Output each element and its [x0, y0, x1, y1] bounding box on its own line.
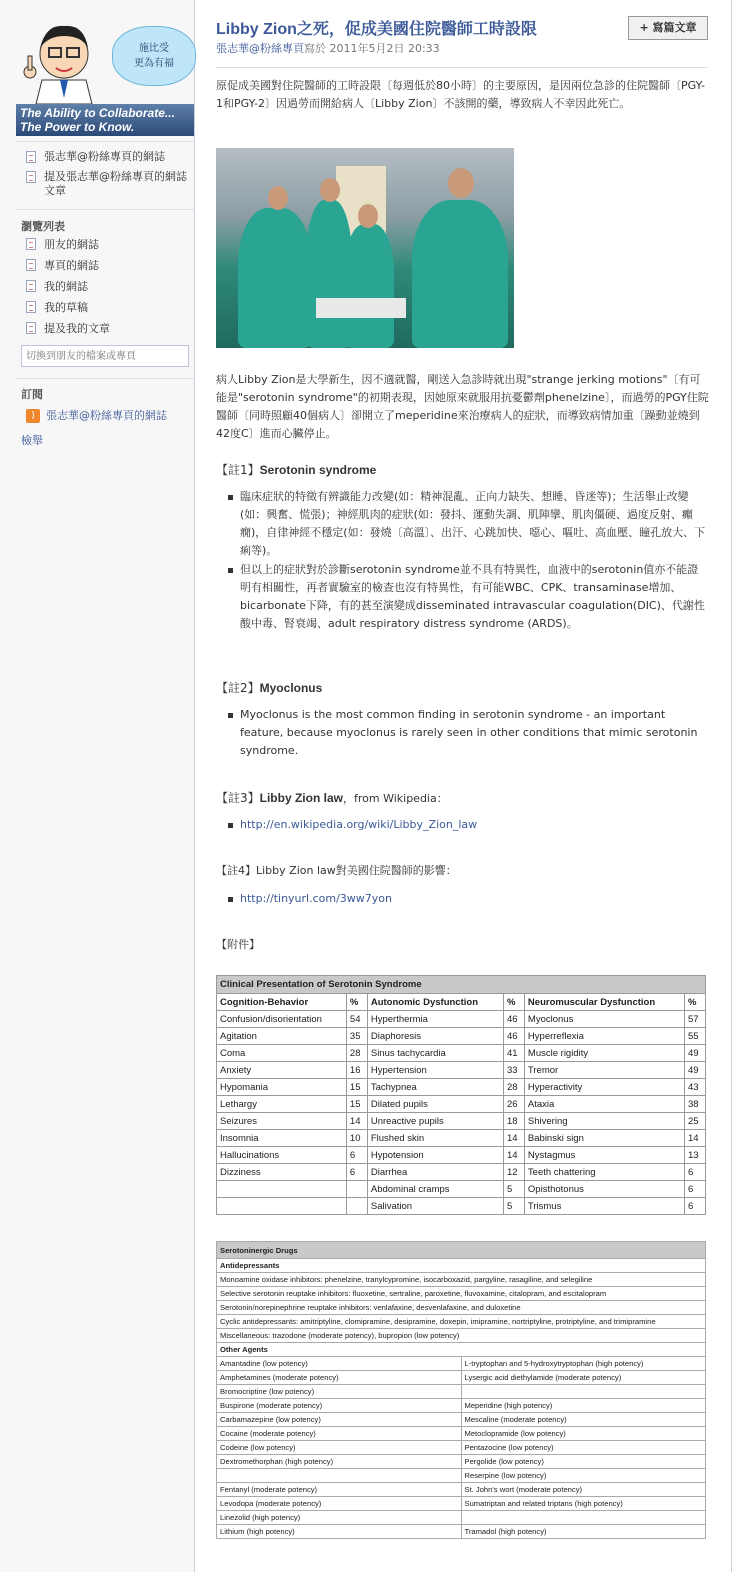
table-body: [217, 1011, 706, 1215]
table-cell: 15: [346, 1096, 367, 1113]
table-cell: Tramadol (high potency): [461, 1525, 706, 1539]
table-cell: Serotonin/norepinephrine reuptake inhibitors: venlafaxine, desvenlafaxine, and duloxetine: [217, 1301, 706, 1315]
table-cell: [217, 1469, 462, 1483]
table-row: [217, 1357, 706, 1371]
list-item: [228, 890, 708, 908]
photo-figure: [448, 168, 474, 198]
divider: [16, 141, 195, 142]
intro-paragraph: 原促成美國對住院醫師的工時設限〔每週低於80小時〕的主要原因，是因兩位急診的住院醫師〔PGY-1和PGY-2〕因過勞而開給病人〔Libby Zion〕不該開的藥，導致病人不幸因此死亡。: [216, 79, 705, 110]
table-cell: Bromocriptine (low potency): [217, 1385, 462, 1399]
table-caption: Clinical Presentation of Serotonin Syndrome: [217, 976, 706, 994]
table-row: [217, 1301, 706, 1315]
table-cell: Insomnia: [217, 1130, 347, 1147]
table-cell: Cyclic antidepressants: amitriptyline, clomipramine, desipramine, doxepin, imipramine, nortriptyline, protriptyline, and trimipramine: [217, 1315, 706, 1329]
browse-my-drafts[interactable]: 我的草稿: [26, 301, 88, 315]
note2-list: [228, 706, 708, 761]
table-cell: 41: [503, 1045, 524, 1062]
table-cell: L-tryptophan and 5-hydroxytryptophan (high potency): [461, 1357, 706, 1371]
attachment-heading: 【附件】: [216, 938, 260, 951]
table-cell: 14: [503, 1147, 524, 1164]
serotoninergic-drugs-table: [216, 1241, 706, 1539]
table-cell: Flushed skin: [367, 1130, 503, 1147]
table-cell: 49: [684, 1045, 705, 1062]
table-header: Cognition-Behavior: [217, 994, 347, 1011]
table-row: [217, 1427, 706, 1441]
author-link[interactable]: 張志華@粉絲專頁: [216, 42, 304, 55]
table-row: [217, 1525, 706, 1539]
table-cell: Dizziness: [217, 1164, 347, 1181]
table-cell: Levodopa (moderate potency): [217, 1497, 462, 1511]
table-cell: 6: [346, 1164, 367, 1181]
antidepressants-label: Antidepressants: [217, 1259, 706, 1273]
other-agents-label: Other Agents: [217, 1343, 706, 1357]
table-row: [217, 1385, 706, 1399]
photo-figure: [268, 186, 288, 210]
table-cell: Reserpine (low potency): [461, 1469, 706, 1483]
note3-heading: 【註3】Libby Zion law，from Wikipedia：: [216, 791, 448, 805]
table-cell: Muscle rigidity: [524, 1045, 684, 1062]
table-cell: Unreactive pupils: [367, 1113, 503, 1130]
other-agents-rows: [217, 1357, 706, 1539]
doctors-photo[interactable]: [216, 148, 514, 348]
table-row: [217, 1011, 706, 1028]
table-cell: Tremor: [524, 1062, 684, 1079]
table-cell: 49: [684, 1062, 705, 1079]
mentions-link[interactable]: 提及張志華@粉絲專頁的網誌文章: [26, 170, 194, 198]
table-cell: 10: [346, 1130, 367, 1147]
table-cell: Teeth chattering: [524, 1164, 684, 1181]
table-cell: Hallucinations: [217, 1147, 347, 1164]
table-cell: Babinski sign: [524, 1130, 684, 1147]
profile-picture[interactable]: [16, 18, 194, 136]
table-header: Autonomic Dysfunction: [367, 994, 503, 1011]
table-cell: Pentazocine (low potency): [461, 1441, 706, 1455]
browse-friends-notes[interactable]: 朋友的網誌: [26, 238, 99, 252]
table-cell: Seizures: [217, 1113, 347, 1130]
table-cell: Lysergic acid diethylamide (moderate potency): [461, 1371, 706, 1385]
table-cell: 6: [684, 1181, 705, 1198]
table-cell: Hypotension: [367, 1147, 503, 1164]
post-date: 寫於 2011年5月2日 20:33: [304, 42, 440, 55]
table-row: [217, 1399, 706, 1413]
table-cell: 46: [503, 1028, 524, 1045]
table-cell: Shivering: [524, 1113, 684, 1130]
doctor-cartoon-icon: [16, 18, 106, 104]
table-cell: 26: [503, 1096, 524, 1113]
table-cell: Diarrhea: [367, 1164, 503, 1181]
table-cell: Pergolide (low potency): [461, 1455, 706, 1469]
table-cell: Fentanyl (moderate potency): [217, 1483, 462, 1497]
divider: [16, 378, 195, 379]
table-cell: Meperidine (high potency): [461, 1399, 706, 1413]
table-cell: Linezolid (high potency): [217, 1511, 462, 1525]
table-cell: Amphetamines (moderate potency): [217, 1371, 462, 1385]
table-cell: 25: [684, 1113, 705, 1130]
photo-figure: [412, 200, 508, 348]
table-cell: [217, 1181, 347, 1198]
table-cell: Dilated pupils: [367, 1096, 503, 1113]
table-row: [217, 1062, 706, 1079]
table-row: [217, 1079, 706, 1096]
table-cell: [346, 1181, 367, 1198]
table-cell: [461, 1511, 706, 1525]
table-cell: Hypertension: [367, 1062, 503, 1079]
table-header: %: [503, 994, 524, 1011]
note1-heading: 【註1】Serotonin syndrome: [216, 463, 377, 477]
table-row: [217, 1045, 706, 1062]
list-item: 但以上的症狀對於診斷serotonin syndrome並不具有特異性，血液中的serotonin值亦不能證明有相關性，再者實驗室的檢查也沒有特異性，有可能WBC、CPK、transaminase增加、bicarbonate下降，有的甚至演變成disseminated intravascular coagulation(DIC)、代謝性酸中毒、腎衰竭、adult respiratory distress syndrome (ARDS)。: [228, 561, 708, 633]
wikipedia-link[interactable]: http://en.wikipedia.org/wiki/Libby_Zion_law: [240, 818, 478, 831]
note2-heading: 【註2】Myoclonus: [216, 681, 323, 695]
table-cell: Buspirone (moderate potency): [217, 1399, 462, 1413]
note4-list: [228, 890, 708, 909]
table-cell: 38: [684, 1096, 705, 1113]
table-row: [217, 1455, 706, 1469]
table-row: [217, 1483, 706, 1497]
note4-heading: 【註4】Libby Zion law對美國住院醫師的影響：: [216, 864, 457, 877]
browse-my-notes[interactable]: 我的網誌: [26, 280, 88, 294]
antidepressants-rows: [217, 1273, 706, 1343]
table-cell: [217, 1198, 347, 1215]
report-link[interactable]: 檢舉: [21, 434, 43, 447]
table-cell: Lethargy: [217, 1096, 347, 1113]
table-cell: Agitation: [217, 1028, 347, 1045]
table-cell: 15: [346, 1079, 367, 1096]
table-cell: 28: [346, 1045, 367, 1062]
table-row: [217, 1371, 706, 1385]
table-row: [217, 1441, 706, 1455]
note1-list: [228, 488, 708, 634]
subscribe-heading: 訂閱: [21, 388, 43, 401]
right-border: [731, 0, 732, 1572]
table-row: [217, 1113, 706, 1130]
browse-heading: 瀏覽列表: [21, 220, 65, 233]
table-cell: Ataxia: [524, 1096, 684, 1113]
table-cell: 13: [684, 1147, 705, 1164]
table-cell: Myoclonus: [524, 1011, 684, 1028]
page-title: Libby Zion之死，促成美國住院醫師工時設限: [216, 21, 537, 38]
list-item: [228, 816, 708, 834]
table-cell: Hyperreflexia: [524, 1028, 684, 1045]
table-cell: Hyperactivity: [524, 1079, 684, 1096]
photo-figure: [238, 208, 312, 348]
table-cell: Miscellaneous: trazodone (moderate potency), bupropion (low potency): [217, 1329, 706, 1343]
table-caption: Serotoninergic Drugs: [217, 1242, 706, 1259]
table-cell: St. John's wort (moderate potency): [461, 1483, 706, 1497]
table-row: [217, 1315, 706, 1329]
note-icon: [26, 238, 36, 250]
table-cell: 14: [503, 1130, 524, 1147]
subscribe-rss-link[interactable]: ) 張志華@粉絲專頁的網誌: [26, 409, 167, 423]
divider: [16, 209, 195, 210]
note-icon: [26, 280, 36, 292]
table-cell: Cocaine (moderate potency): [217, 1427, 462, 1441]
divider: [216, 67, 708, 68]
table-cell: Mescaline (moderate potency): [461, 1413, 706, 1427]
table-cell: 35: [346, 1028, 367, 1045]
list-item: Myoclonus is the most common finding in serotonin syndrome - an important feature, because myoclonus is rarely seen in other conditions that mimic serotonin syndrome.: [228, 706, 708, 760]
browse-mentions[interactable]: 提及我的文章: [26, 322, 110, 336]
table-cell: Tachypnea: [367, 1079, 503, 1096]
table-cell: Monoamine oxidase inhibitors: phenelzine, tranylcypromine, isocarboxazid, pargyline, rasagiline, and selegiline: [217, 1273, 706, 1287]
photo-figure: [344, 224, 394, 348]
left-sidebar: [0, 0, 195, 1572]
table-cell: [461, 1385, 706, 1399]
note-icon: [26, 171, 36, 183]
table-row: [217, 1497, 706, 1511]
table-cell: Coma: [217, 1045, 347, 1062]
table-cell: 28: [503, 1079, 524, 1096]
table-cell: Dextromethorphan (high potency): [217, 1455, 462, 1469]
table-cell: 14: [684, 1130, 705, 1147]
table-cell: Sumatriptan and related triptans (high potency): [461, 1497, 706, 1511]
table-cell: Amantadine (low potency): [217, 1357, 462, 1371]
table-row: [217, 1413, 706, 1427]
table-cell: [346, 1198, 367, 1215]
table-row: [217, 1147, 706, 1164]
table-row: [217, 1198, 706, 1215]
table-cell: 46: [503, 1011, 524, 1028]
table-cell: 54: [346, 1011, 367, 1028]
table-cell: Confusion/disorientation: [217, 1011, 347, 1028]
table-row: [217, 1181, 706, 1198]
serotonin-presentation-table: [216, 975, 706, 1215]
table-cell: Sinus tachycardia: [367, 1045, 503, 1062]
note-icon: [26, 301, 36, 313]
table-cell: 57: [684, 1011, 705, 1028]
table-cell: Opisthotonus: [524, 1181, 684, 1198]
browse-page-notes[interactable]: 專頁的網誌: [26, 259, 99, 273]
table-cell: Anxiety: [217, 1062, 347, 1079]
table-cell: 16: [346, 1062, 367, 1079]
table-cell: Lithium (high potency): [217, 1525, 462, 1539]
table-cell: 12: [503, 1164, 524, 1181]
table-cell: Codeine (low potency): [217, 1441, 462, 1455]
table-cell: 18: [503, 1113, 524, 1130]
table-cell: 6: [684, 1198, 705, 1215]
table-cell: Metoclopramide (low potency): [461, 1427, 706, 1441]
table-row: [217, 1130, 706, 1147]
table-cell: 14: [346, 1113, 367, 1130]
note3-list: [228, 816, 708, 835]
slogan-banner: The Ability to Collaborate... The Power to Know.: [16, 104, 194, 136]
table-header: %: [684, 994, 705, 1011]
rss-icon: ): [26, 409, 40, 423]
post-meta: [216, 40, 440, 56]
note-icon: [26, 259, 36, 271]
tinyurl-link[interactable]: http://tinyurl.com/3ww7yon: [240, 892, 392, 905]
photo-figure: [320, 178, 340, 202]
table-cell: Salivation: [367, 1198, 503, 1215]
table-row: [217, 1329, 706, 1343]
table-cell: 6: [346, 1147, 367, 1164]
table-row: [217, 1164, 706, 1181]
page-notes-link[interactable]: 張志華@粉絲專頁的網誌: [26, 150, 194, 164]
table-cell: 5: [503, 1198, 524, 1215]
table-header: Neuromuscular Dysfunction: [524, 994, 684, 1011]
table-cell: 6: [684, 1164, 705, 1181]
table-cell: 5: [503, 1181, 524, 1198]
table-cell: Hyperthermia: [367, 1011, 503, 1028]
photo-cart: [316, 298, 406, 318]
table-cell: Diaphoresis: [367, 1028, 503, 1045]
table-header: %: [346, 994, 367, 1011]
list-item: 臨床症狀的特徵有辨識能力改變(如：精神混亂、正向力缺失、想睡、昏迷等)；生活舉止改變(如：興奮、慌張)；神經肌肉的症狀(如：發抖、運動失調、肌陣攣、肌肉僵硬、過度反射、癲癇)，自律神經不穩定(如：發燒〔高溫〕、出汗、心跳加快、噁心、嘔吐、高血壓、瞳孔放大、下痢等)。: [228, 488, 708, 560]
table-row: [217, 1096, 706, 1113]
write-note-button[interactable]: + 寫篇文章: [628, 16, 708, 40]
table-cell: 43: [684, 1079, 705, 1096]
table-header-row: [217, 994, 706, 1011]
table-row: [217, 1273, 706, 1287]
table-row: [217, 1511, 706, 1525]
table-cell: 33: [503, 1062, 524, 1079]
table-row: [217, 1028, 706, 1045]
switch-profile-input[interactable]: [21, 345, 189, 367]
table-cell: Hypomania: [217, 1079, 347, 1096]
table-row: [217, 1287, 706, 1301]
photo-figure: [358, 204, 378, 228]
table-row: [217, 1469, 706, 1483]
body-paragraph: 病人Libby Zion是大學新生，因不適就醫，剛送入急診時就出現"strange jerking motions"〔有可能是"serotonin syndrome"的初期表現，因她原來就服用抗憂鬱劑phenelzine〕，而過勞的PGY住院醫師〔同時照顧40個病人〕卻開立了meperidine來治療病人的症狀，而導致病情加重〔躁動並燒到42度C〕進而心臟停止。: [216, 373, 709, 440]
motto-bubble: 施比受 更為有福: [112, 26, 196, 86]
table-cell: Carbamazepine (low potency): [217, 1413, 462, 1427]
table-cell: Trismus: [524, 1198, 684, 1215]
table-cell: 55: [684, 1028, 705, 1045]
table-cell: Abdominal cramps: [367, 1181, 503, 1198]
note-icon: [26, 322, 36, 334]
table-cell: Selective serotonin reuptake inhibitors: fluoxetine, sertraline, paroxetine, fluvoxamine, citalopram, and escitalopram: [217, 1287, 706, 1301]
note-icon: [26, 151, 36, 163]
table-cell: Nystagmus: [524, 1147, 684, 1164]
